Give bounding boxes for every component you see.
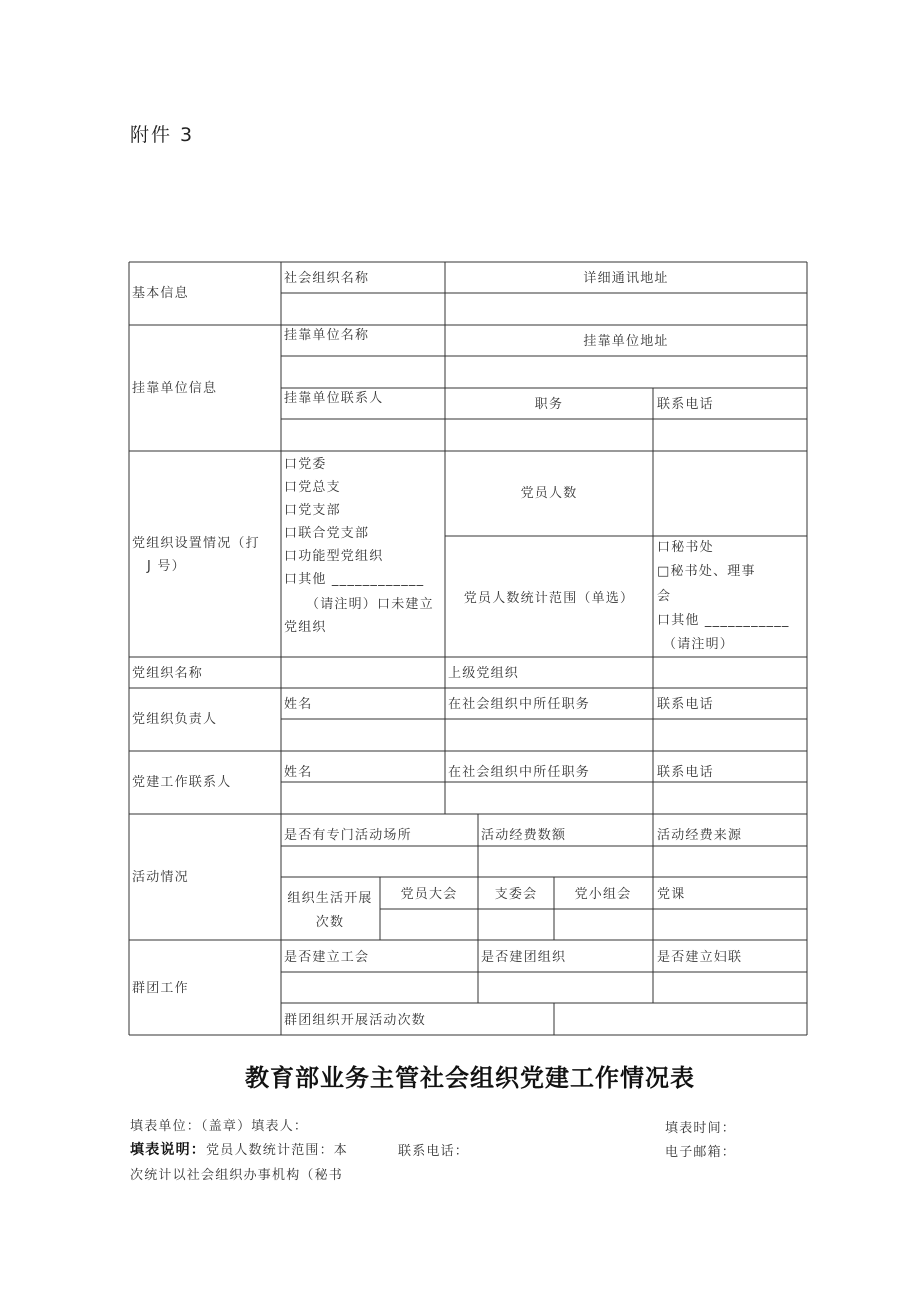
basic-info-label: 基本信息 xyxy=(132,286,189,301)
party-class-label: 党课 xyxy=(657,887,686,902)
scope-option-other: 口其他 ___________ xyxy=(657,613,790,628)
phone-label: 联系电话： xyxy=(398,1144,470,1159)
contact-position-label: 在社会组织中所任职务 xyxy=(448,765,591,780)
fill-time-label: 填表时间： xyxy=(665,1121,737,1136)
affiliated-unit-contact-label: 挂靠单位联系人 xyxy=(284,391,384,406)
member-count-label: 党员人数 xyxy=(520,486,578,501)
party-contact-label: 党建工作联系人 xyxy=(132,775,232,790)
fill-note-continued: 次统计以社会组织办事机构（秘书 xyxy=(130,1168,344,1183)
scope-option-note: （请注明） xyxy=(663,637,735,652)
fill-note-text: 党员人数统计范围：本 xyxy=(206,1143,349,1158)
party-leader-label: 党组织负责人 xyxy=(132,712,218,727)
leader-position-label: 在社会组织中所任职务 xyxy=(448,697,591,712)
affiliated-phone-label: 联系电话 xyxy=(657,397,714,412)
party-setup-label-line2: J 号） xyxy=(147,559,186,574)
small-group-label: 党小组会 xyxy=(574,887,632,902)
affiliated-unit-label: 挂靠单位信息 xyxy=(132,381,218,396)
general-meeting-label: 党员大会 xyxy=(400,887,458,902)
branch-committee-label: 支委会 xyxy=(494,887,538,902)
party-option-other: 口其他 ____________ xyxy=(284,572,425,587)
attachment-label: 附件 3 xyxy=(130,124,195,146)
address-label: 详细通讯地址 xyxy=(583,271,669,286)
scope-option-secretariat: 口秘书处 xyxy=(657,540,714,555)
activity-label: 活动情况 xyxy=(132,870,189,885)
contact-phone-label: 联系电话 xyxy=(657,765,714,780)
member-scope-label: 党员人数统计范围（单选） xyxy=(463,591,635,606)
superior-party-label: 上级党组织 xyxy=(448,666,520,681)
mass-activity-count-label: 群团组织开展活动次数 xyxy=(284,1013,427,1028)
venue-label: 是否有专门活动场所 xyxy=(284,828,412,843)
leader-phone-label: 联系电话 xyxy=(657,697,714,712)
party-option-joint-branch: 口联合党支部 xyxy=(284,526,370,541)
youth-league-label: 是否建团组织 xyxy=(481,950,567,965)
fill-unit-label: 填表单位：（盖章）填表人： xyxy=(130,1119,309,1134)
leader-name-label: 姓名 xyxy=(284,697,313,712)
funds-amount-label: 活动经费数额 xyxy=(481,828,567,843)
affiliated-position-label: 职务 xyxy=(534,397,564,412)
activity-count-label-line2: 次数 xyxy=(315,915,345,930)
affiliated-unit-address-label: 挂靠单位地址 xyxy=(583,334,669,349)
party-option-none: 党组织 xyxy=(284,620,327,635)
email-label: 电子邮箱： xyxy=(665,1145,737,1160)
party-option-branch: 口党支部 xyxy=(284,503,341,518)
scope-option-council-cont: 会 xyxy=(657,589,672,604)
activity-count-label-line1: 组织生活开展 xyxy=(287,891,373,906)
party-option-committee: 口党委 xyxy=(284,457,327,472)
fill-note xyxy=(130,1139,348,1159)
party-option-note: （请注明）口未建立 xyxy=(306,597,434,612)
party-name-label: 党组织名称 xyxy=(132,666,204,681)
scope-option-secretariat-council: □秘书处、理事 xyxy=(657,564,756,579)
union-label: 是否建立工会 xyxy=(284,950,370,965)
contact-name-label: 姓名 xyxy=(284,765,313,780)
org-name-label: 社会组织名称 xyxy=(284,271,370,286)
party-setup-label-line1: 党组织设置情况（打 xyxy=(132,536,260,551)
form-title: 教育部业务主管社会组织党建工作情况表 xyxy=(245,1064,695,1092)
funds-source-label: 活动经费来源 xyxy=(657,828,743,843)
party-option-general-branch: 口党总支 xyxy=(284,480,341,495)
mass-work-label: 群团工作 xyxy=(132,981,189,996)
women-federation-label: 是否建立妇联 xyxy=(657,950,743,965)
affiliated-unit-name-label: 挂靠单位名称 xyxy=(284,328,370,343)
party-option-functional: 口功能型党组织 xyxy=(284,549,384,564)
fill-note-label: 填表说明： xyxy=(130,1142,206,1158)
